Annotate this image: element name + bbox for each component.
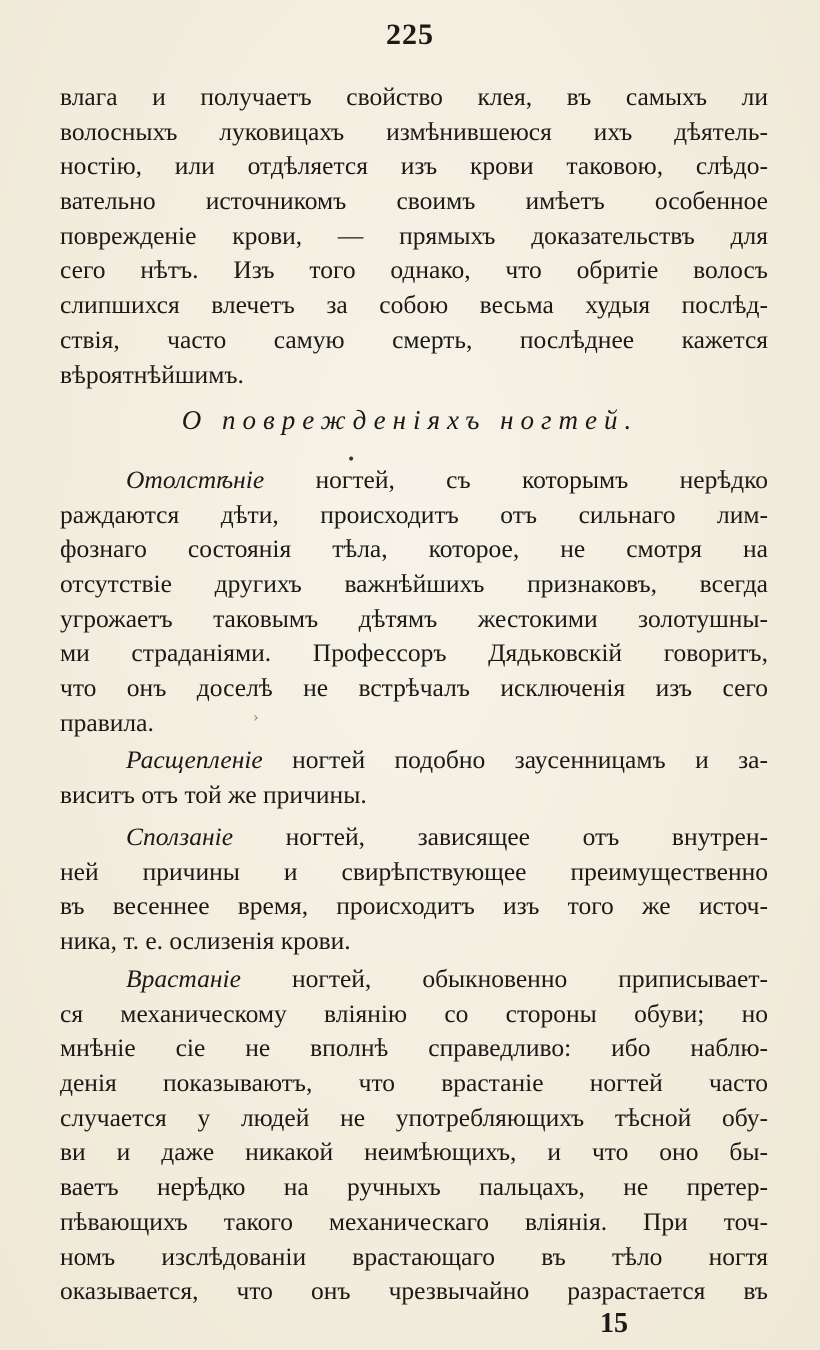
text-line: ствія, часто самую смерть, послѣднее кажется [60, 324, 768, 354]
text-line: ми страданіями. Профессоръ Дядьковскій говоритъ, [60, 638, 768, 668]
text-line: номъ изслѣдованіи врастающаго въ тѣло ногтя [60, 1241, 768, 1271]
text-line: Отолстѣніе ногтей, съ которымъ нерѣдко [126, 465, 768, 494]
term: Врастаніе [126, 964, 241, 993]
text-line: оказывается, что онъ чрезвычайно разрастается въ [60, 1276, 768, 1306]
paragraph-splitting [60, 743, 768, 812]
text-line: влага и получаетъ свойство клея, въ самыхъ ли [60, 82, 768, 111]
term: Отолстѣніе [126, 465, 265, 494]
paragraph-sliding [60, 820, 768, 959]
text-line: угрожаетъ таковымъ дѣтямъ жестокими золотушны- [60, 603, 768, 633]
text-line: поврежденіе крови, — прямыхъ доказательствъ для [60, 220, 768, 250]
text-line: фознаго состоянія тѣла, которое, не смотря на [60, 534, 768, 564]
text-line: ви и даже никакой неимѣющихъ, и что оно бы- [60, 1137, 768, 1167]
ink-speck: › [253, 710, 259, 726]
text-line: Сползаніе ногтей, зависящее отъ внутрен- [126, 822, 768, 851]
term: Сползаніе [126, 822, 234, 851]
term: Расщепленіе [126, 745, 263, 774]
text-line: вѣроятнѣйшимъ. [60, 359, 244, 389]
text-line: денія показываютъ, что врастаніе ногтей часто [60, 1068, 768, 1098]
paragraph-ingrowing [60, 962, 768, 1309]
section-heading: О поврежденіяхъ ногтей. [181, 405, 639, 435]
text-line: ней причины и свирѣпствующее преимущественно [60, 856, 768, 886]
page-number: 225 [386, 18, 434, 51]
text-line: случается у людей не употребляющихъ тѣсной обу- [60, 1102, 768, 1132]
text-line: правила. [60, 707, 154, 737]
text-line: ся механическому вліянію со стороны обуви; но [60, 998, 768, 1028]
signature-mark: 15 [600, 1308, 628, 1339]
text-line: Расщепленіе ногтей подобно заусенницамъ и за- [126, 745, 768, 774]
text-line: виситъ отъ той же причины. [60, 779, 367, 809]
text-line: ника, т. е. ослизенія крови. [60, 926, 351, 956]
text-line: ностію, или отдѣляется изъ крови таковою, слѣдо- [60, 151, 768, 181]
text-line: сего нѣтъ. Изъ того однако, что обритіе волосъ [60, 255, 768, 285]
text-line: Врастаніе ногтей, обыкновенно приписывает- [126, 964, 768, 993]
text-line: слипшихся влечетъ за собою весьма худыя послѣд- [60, 290, 768, 320]
text-line: раждаются дѣти, происходитъ отъ сильнаго лим- [60, 499, 768, 529]
text-line: что онъ доселѣ не встрѣчалъ исключенія изъ сего [60, 673, 768, 703]
text-line: волосныхъ луковицахъ измѣнившеюся ихъ дѣятель- [60, 116, 768, 146]
text-line: ваетъ нерѣдко на ручныхъ пальцахъ, не претер- [60, 1172, 768, 1202]
paragraph-thickening [60, 463, 768, 741]
text-line: мнѣніе сіе не вполнѣ справедливо: ибо наблю- [60, 1033, 768, 1063]
text-line: пѣвающихъ такого механическаго вліянія. При точ- [60, 1206, 768, 1236]
ink-speck: • [347, 452, 356, 468]
paragraph-continuation [60, 80, 768, 392]
text-line: въ весеннее время, происходитъ изъ того же источ- [60, 891, 768, 921]
text-line: отсутствіе другихъ важнѣйшихъ признаковъ, всегда [60, 569, 768, 599]
text-line: вательно источникомъ своимъ имѣетъ особенное [60, 186, 768, 216]
